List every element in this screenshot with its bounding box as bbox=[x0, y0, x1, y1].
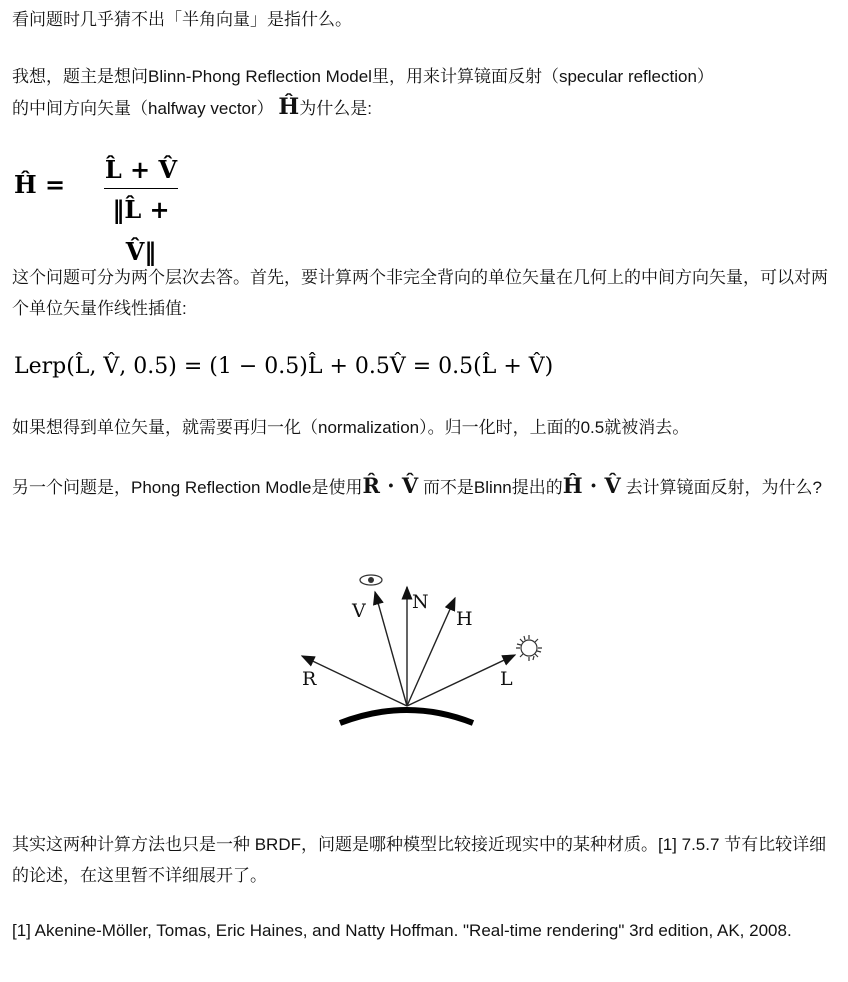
formula-denominator: ‖L̂ + V̂‖ bbox=[112, 195, 170, 266]
arrow-H bbox=[407, 598, 455, 706]
label-V: V bbox=[352, 600, 366, 622]
label-H: H bbox=[456, 608, 473, 630]
paragraph-intro: 看问题时几乎猜不出「半角向量」是指什么。 bbox=[12, 10, 352, 29]
label-R: R bbox=[302, 668, 317, 690]
label-L: L bbox=[500, 668, 513, 690]
reference: [1] Akenine-Möller, Tomas, Eric Haines, and Natty Hoffman. "Real-time rendering" 3rd edition, AK, 2008. bbox=[12, 921, 792, 940]
arrow-L bbox=[407, 655, 515, 706]
math-R-dot-V: R̂ · V̂ bbox=[362, 473, 419, 498]
text: 而不是Blinn提出的 bbox=[422, 478, 563, 497]
surface bbox=[340, 710, 473, 723]
paragraph-lerp-intro: 这个问题可分为两个层次去答。首先，要计算两个非完全背向的单位矢量在几何上的中间方向矢量，可以对两个单位矢量作线性插值: bbox=[12, 268, 828, 318]
paragraph-brdf: 其实这两种计算方法也只是一种 BRDF，问题是哪种模型比较接近现实中的某种材质。[1] 7.5.7 节有比较详细的论述，在这里暂不详细展开了。 bbox=[12, 835, 827, 885]
text: 去计算镜面反射，为什么? bbox=[625, 478, 823, 497]
sun-icon bbox=[516, 635, 542, 661]
arrow-R bbox=[302, 656, 407, 706]
formula-fraction bbox=[104, 152, 178, 266]
text: 另一个问题是，Phong Reflection Modle是使用 bbox=[12, 478, 363, 497]
label-N: N bbox=[412, 591, 429, 613]
math-H-dot-V: Ĥ · V̂ bbox=[562, 473, 621, 498]
formula-lhs: Ĥ = bbox=[14, 170, 66, 199]
text-line: 我想，题主是想问Blinn-Phong Reflection Model里，用来计算镜面反射（specular reflection） bbox=[12, 67, 714, 86]
arrow-V bbox=[375, 592, 407, 706]
eye-icon bbox=[360, 575, 382, 585]
paragraph-question bbox=[12, 61, 832, 124]
paragraph-normalize: 如果想得到单位矢量，就需要再归一化（normalization）。归一化时，上面的0.5就被消去。 bbox=[12, 418, 690, 437]
text: 的中间方向矢量（halfway vector） bbox=[12, 99, 274, 118]
text: 为什么是: bbox=[299, 99, 372, 118]
math-H: Ĥ bbox=[278, 94, 300, 120]
reflection-diagram bbox=[290, 560, 560, 740]
paragraph-phong bbox=[12, 470, 832, 503]
text-line bbox=[12, 92, 832, 124]
formula-numerator: L̂ + V̂ bbox=[104, 155, 178, 184]
formula-lerp: Lerp(L̂, V̂, 0.5) = (1 − 0.5)L̂ + 0.5V̂ = 0.5(L̂ + V̂) bbox=[14, 354, 554, 379]
